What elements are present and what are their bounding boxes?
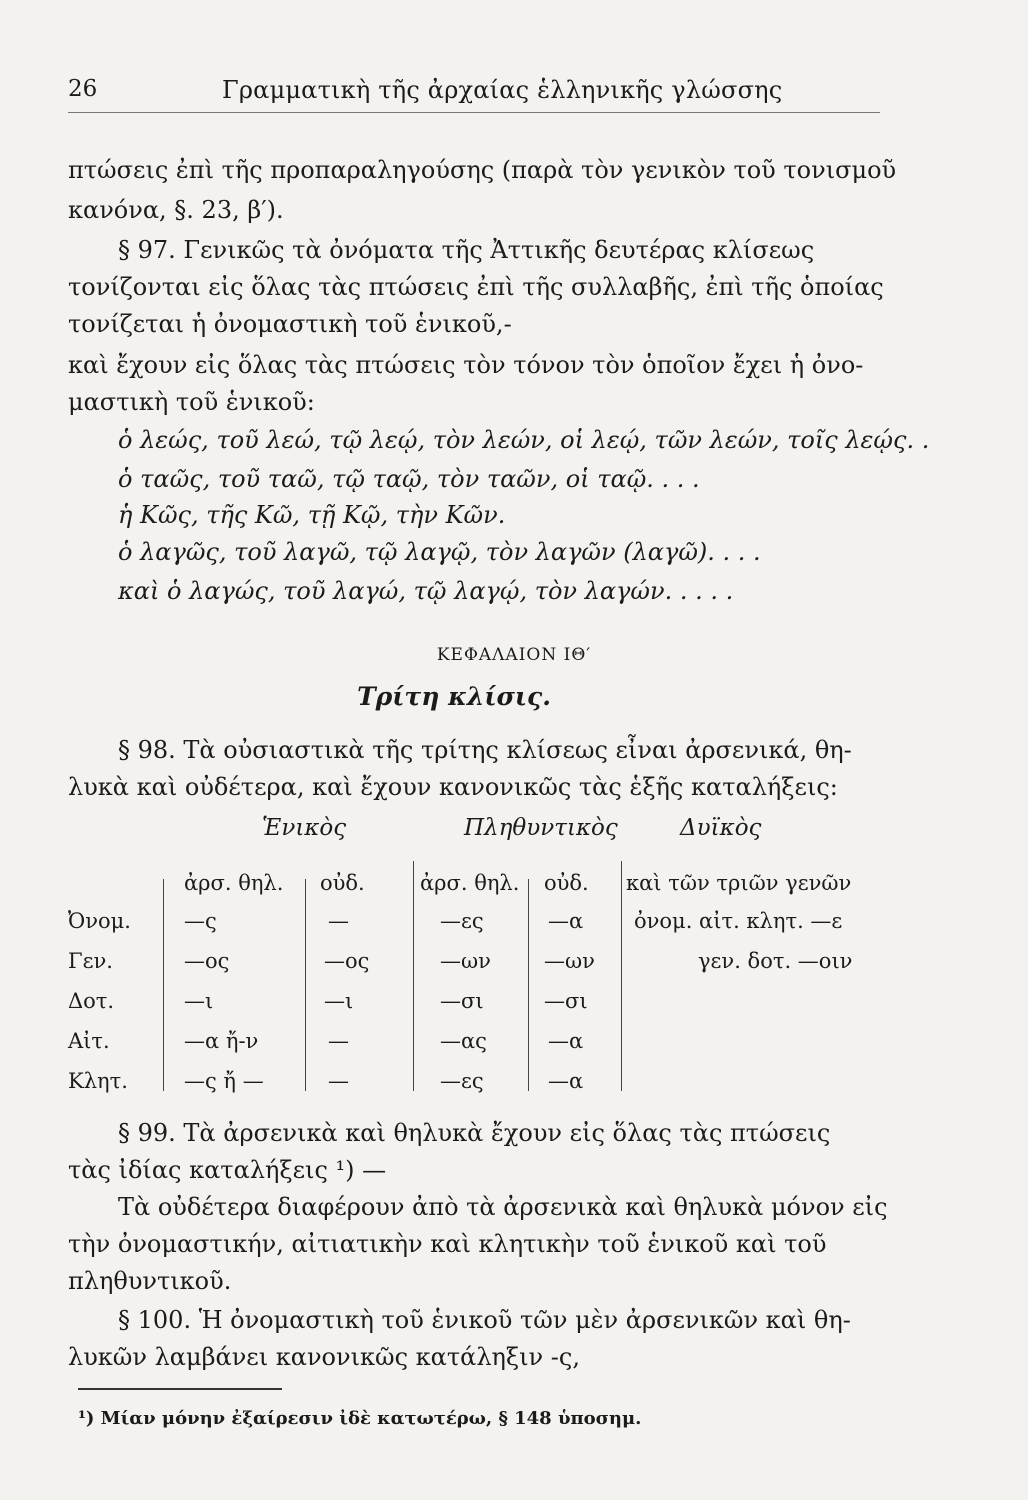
subhead-singular-masc-fem: ἀρσ. θηλ. — [184, 871, 284, 895]
case-name: Αἰτ. — [68, 1029, 110, 1053]
table-divider — [621, 861, 622, 1091]
singular-masc-fem-ending: —ς ἤ — — [184, 1069, 264, 1093]
plural-neut-ending: —ων — [544, 949, 595, 973]
plural-masc-fem-ending: —σι — [440, 989, 484, 1013]
subhead-plural-masc-fem: ἀρσ. θηλ. — [420, 871, 520, 895]
singular-masc-fem-ending: —ος — [184, 949, 230, 973]
plural-neut-ending: —α — [548, 1069, 584, 1093]
table-divider — [413, 861, 414, 1091]
plural-neut-ending: —α — [548, 909, 584, 933]
example-line: ὁ λαγῶς, τοῦ λαγῶ, τῷ λαγῷ, τὸν λαγῶν (λαγῶ). . . . — [118, 538, 761, 566]
example-line: καὶ ὁ λαγώς, τοῦ λαγώ, τῷ λαγῴ, τὸν λαγών. . . . . — [118, 577, 734, 605]
dual-heading: Δυϊκὸς — [680, 815, 762, 841]
text-line: § 100. Ἡ ὀνομαστικὴ τοῦ ἑνικοῦ τῶν μὲν ἀρσενικῶν καὶ θη- — [118, 1306, 851, 1334]
singular-neut-ending: — — [328, 909, 349, 933]
subhead-singular-neut: οὐδ. — [320, 871, 365, 895]
text-line: λυκὰ καὶ οὐδέτερα, καὶ ἔχουν κανονικῶς τὰς ἑξῆς καταλήξεις: — [68, 773, 838, 801]
text-line: § 97. Γενικῶς τὰ ὀνόματα τῆς Ἀττικῆς δευτέρας κλίσεως — [118, 236, 815, 264]
text-line: πληθυντικοῦ. — [68, 1267, 232, 1295]
text-line: τονίζεται ἡ ὀνομαστικὴ τοῦ ἑνικοῦ,- — [68, 310, 512, 338]
plural-masc-fem-ending: —ας — [440, 1029, 487, 1053]
page-number: 26 — [68, 76, 98, 102]
case-name: Δοτ. — [68, 989, 115, 1013]
table-divider — [163, 879, 164, 1091]
plural-masc-fem-ending: —ων — [440, 949, 491, 973]
dual-ending: γεν. δοτ. —οιν — [698, 949, 853, 973]
ending-table — [68, 815, 918, 1095]
example-line: ὁ ταῶς, τοῦ ταῶ, τῷ ταῷ, τὸν ταῶν, οἱ ταῷ. . . . — [118, 465, 700, 493]
text-line: καὶ ἔχουν εἰς ὅλας τὰς πτώσεις τὸν τόνον τὸν ὁποῖον ἔχει ἡ ὀνο- — [68, 351, 864, 379]
text-line: § 99. Τὰ ἀρσενικὰ καὶ θηλυκὰ ἔχουν εἰς ὅλας τὰς πτώσεις — [118, 1119, 831, 1147]
plural-heading: Πληθυντικὸς — [464, 815, 618, 841]
subhead-dual: καὶ τῶν τριῶν γενῶν — [626, 871, 852, 895]
singular-masc-fem-ending: —ς — [184, 909, 217, 933]
example-line: ὁ λεώς, τοῦ λεώ, τῷ λεῴ, τὸν λεών, οἱ λεῴ, τῶν λεών, τοῖς λεῴς. . — [118, 426, 930, 454]
subhead-plural-neut: οὐδ. — [544, 871, 589, 895]
footnote: ¹) Μίαν μόνην ἐξαίρεσιν ἰδὲ κατωτέρω, § 148 ὑποσημ. — [78, 1408, 642, 1429]
singular-neut-ending: —ι — [324, 989, 354, 1013]
text-line: τονίζονται εἰς ὅλας τὰς πτώσεις ἐπὶ τῆς συλλαβῆς, ἐπὶ τῆς ὁποίας — [68, 273, 884, 301]
case-name: Κλητ. — [68, 1069, 128, 1093]
text-line: § 98. Τὰ οὐσιαστικὰ τῆς τρίτης κλίσεως εἶναι ἀρσενικά, θη- — [118, 736, 852, 764]
example-line: ἡ Κῶς, τῆς Κῶ, τῇ Κῷ, τὴν Κῶν. — [118, 501, 506, 529]
case-name: Ὀνομ. — [68, 909, 131, 933]
chapter-label: ΚΕΦΑΛΑΙΟΝ ΙΘ′ — [436, 645, 592, 665]
dual-ending: ὀνομ. αἰτ. κλητ. —ε — [634, 909, 843, 933]
chapter-title: Τρίτη κλίσις. — [357, 682, 551, 711]
singular-heading: Ἑνικὸς — [262, 815, 347, 841]
table-divider — [528, 879, 529, 1091]
text-line: μαστικὴ τοῦ ἑνικοῦ: — [68, 388, 315, 416]
footnote-divider — [78, 1388, 282, 1390]
text-line: Τὰ οὐδέτερα διαφέρουν ἀπὸ τὰ ἀρσενικὰ καὶ θηλυκὰ μόνον εἰς — [118, 1193, 888, 1221]
singular-neut-ending: —ος — [324, 949, 370, 973]
text-line: λυκῶν λαμβάνει κανονικῶς κατάληξιν -ς, — [68, 1343, 580, 1371]
plural-neut-ending: —α — [548, 1029, 584, 1053]
text-line: κανόνα, §. 23, β′). — [68, 196, 284, 224]
plural-masc-fem-ending: —ες — [440, 1069, 484, 1093]
singular-masc-fem-ending: —α ἤ-ν — [184, 1029, 259, 1053]
singular-neut-ending: — — [328, 1069, 349, 1093]
text-line: τὰς ἰδίας καταλήξεις ¹) — — [68, 1156, 387, 1184]
page-header — [68, 76, 880, 113]
plural-neut-ending: —σι — [544, 989, 588, 1013]
case-name: Γεν. — [68, 949, 113, 973]
singular-masc-fem-ending: —ι — [184, 989, 214, 1013]
text-line: τὴν ὀνομαστικήν, αἰτιατικὴν καὶ κλητικὴν τοῦ ἑνικοῦ καὶ τοῦ — [68, 1230, 827, 1258]
running-title: Γραμματικὴ τῆς ἀρχαίας ἑλληνικῆς γλώσσης — [222, 76, 783, 104]
table-divider — [305, 879, 306, 1091]
plural-masc-fem-ending: —ες — [440, 909, 484, 933]
text-line: πτώσεις ἐπὶ τῆς προπαραληγούσης (παρὰ τὸν γενικὸν τοῦ τονισμοῦ — [68, 156, 897, 184]
singular-neut-ending: — — [328, 1029, 349, 1053]
